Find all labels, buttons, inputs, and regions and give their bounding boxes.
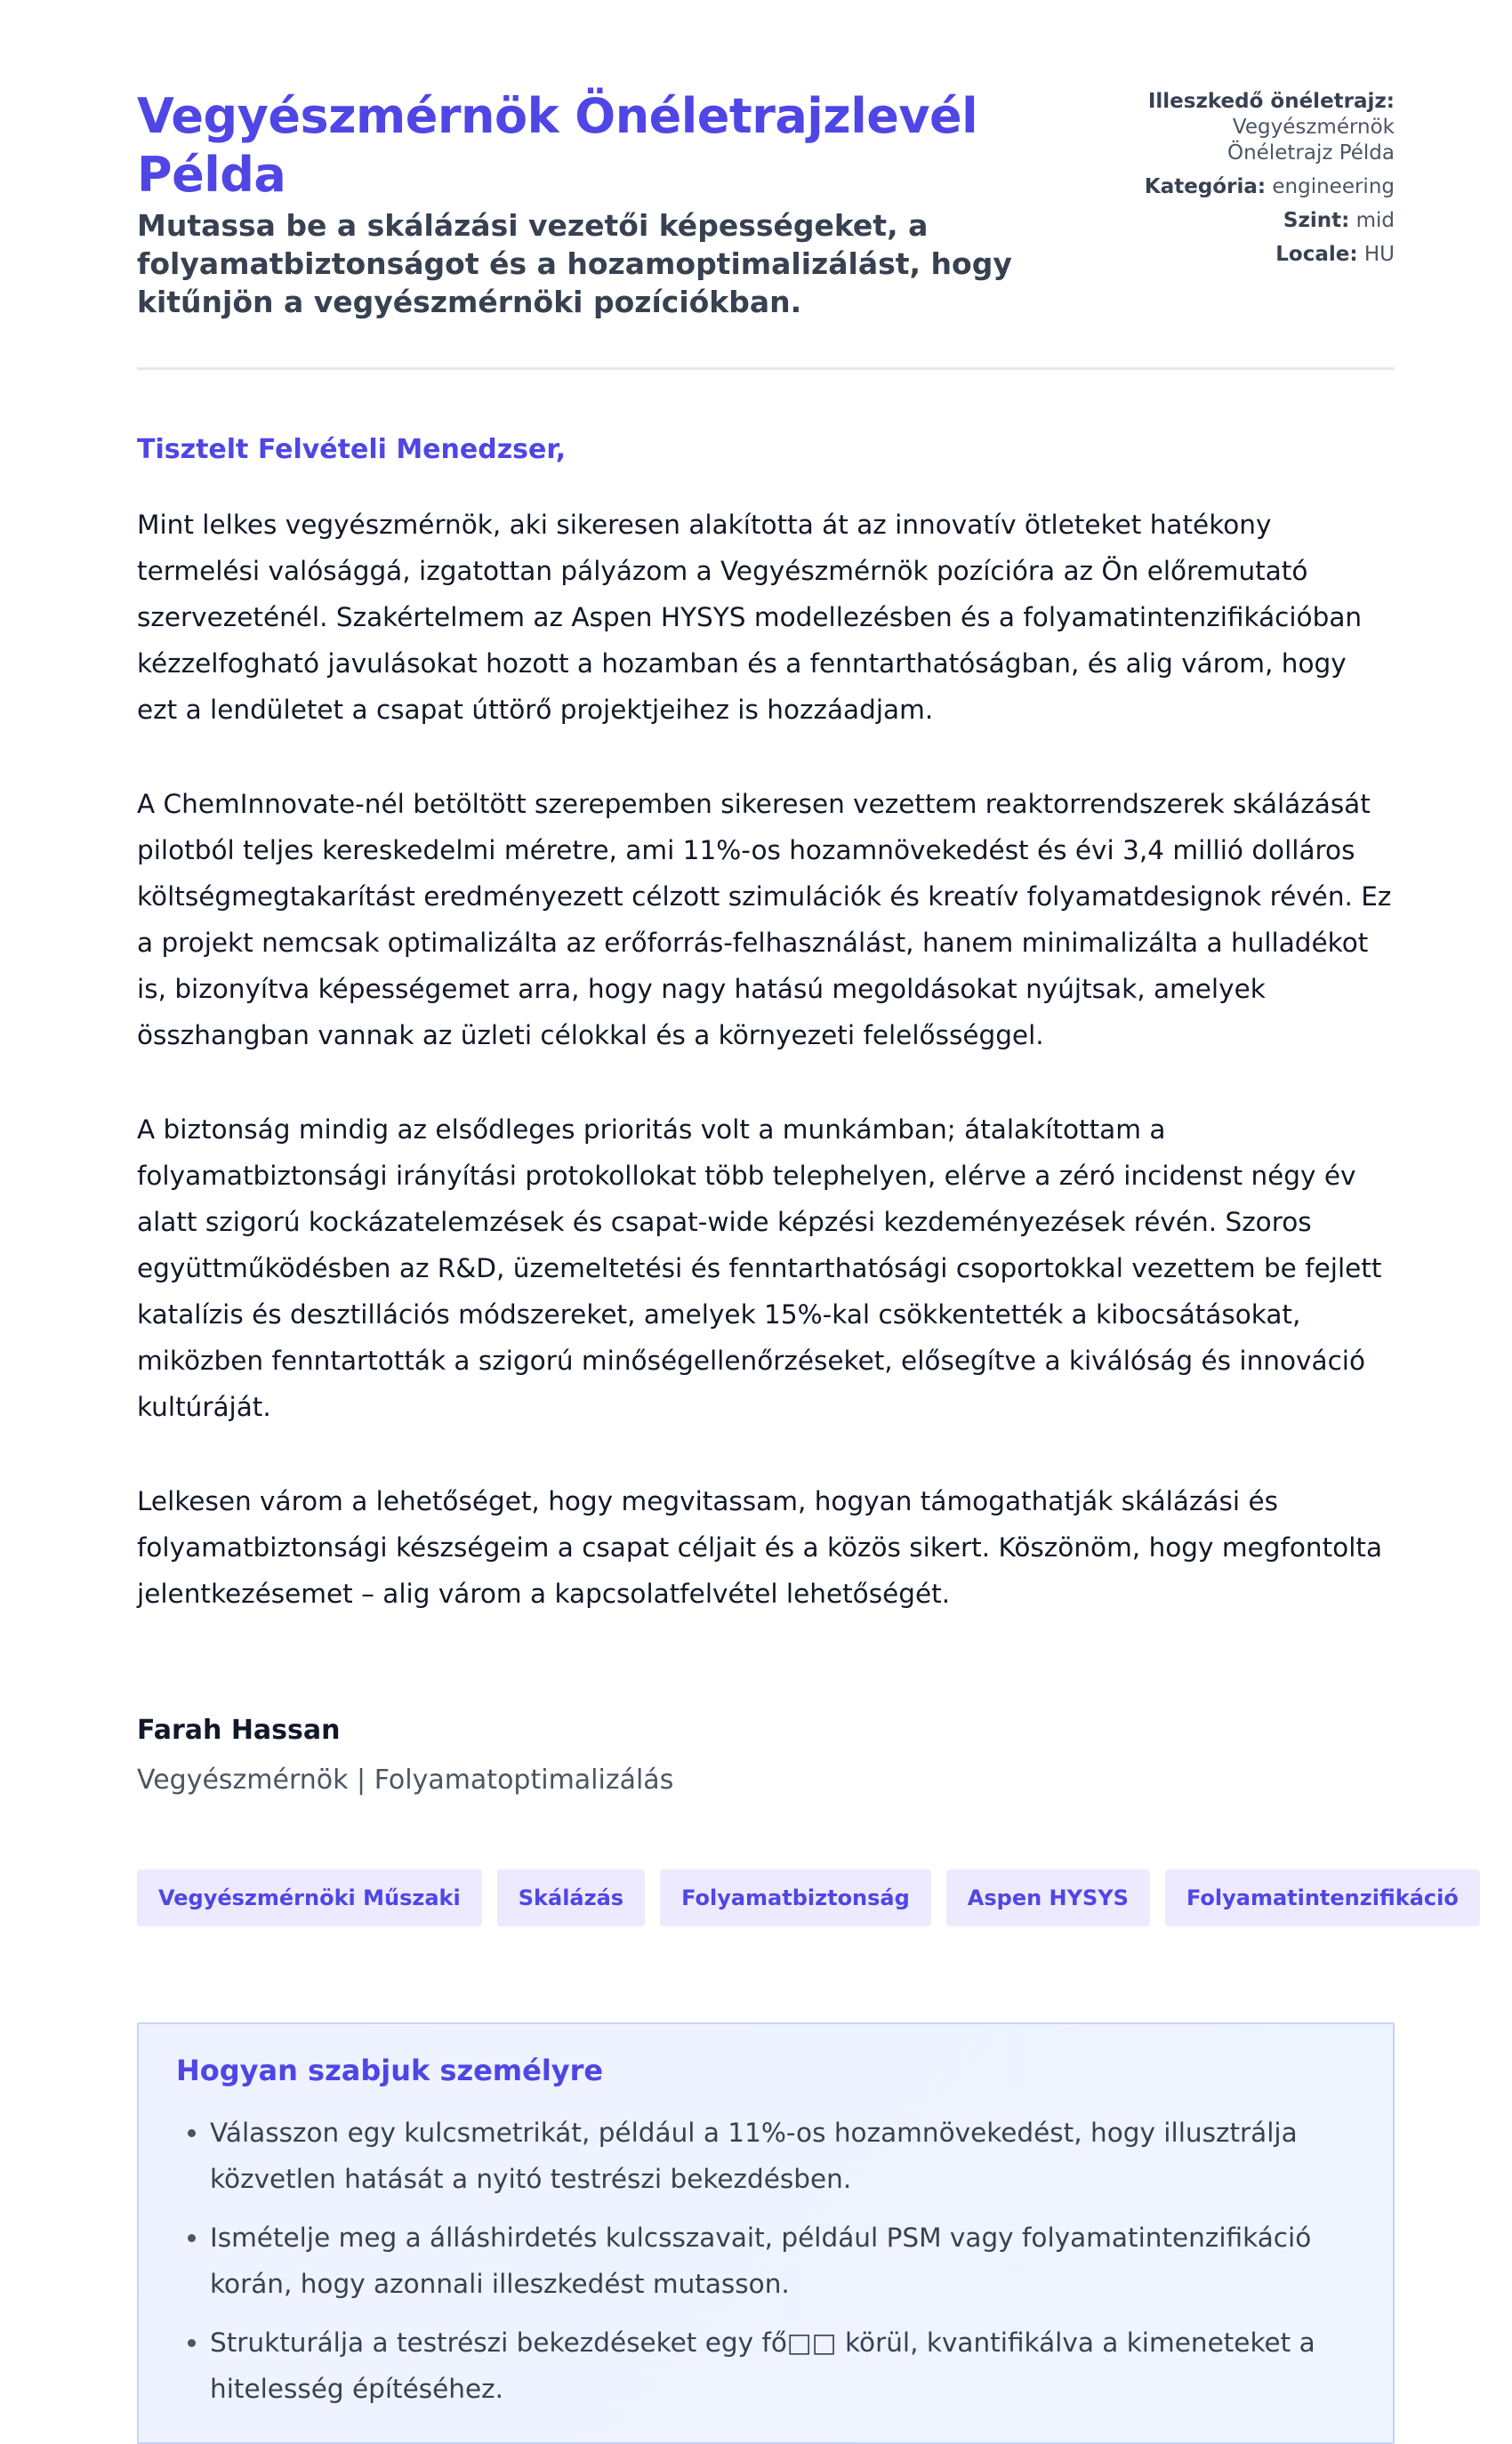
cover-letter-page <box>137 87 1459 2444</box>
meta-locale <box>1128 242 1395 268</box>
tag-chemical-engineering[interactable]: Vegyészmérnöki Műszaki <box>137 1869 482 1926</box>
page-title: Vegyészmérnök Önéletrajzlevél Példa <box>137 88 978 203</box>
tag-scaling[interactable]: Skálázás <box>497 1869 645 1926</box>
tag-list <box>137 1869 1459 1926</box>
tag-aspen-hysys[interactable]: Aspen HYSYS <box>946 1869 1150 1926</box>
meta-resume <box>1128 89 1395 166</box>
meta-level-label: Szint: <box>1283 209 1350 232</box>
meta-category-value: engineering <box>1272 175 1395 198</box>
letter-paragraph-1: Mint lelkes vegyészmérnök, aki sikeresen alakította át az innovatív ötleteket hatékony termelési valósággá, izgatottan pályázom a Vegyészmérnök pozícióra az Ön előremutató szervezeténél. Szakértelmem az Aspen HYSYS modellezésben és a folyamatintenzifikációban kézzelfogható javulásokat hozott a hozamban és a fenntarthatóságban, és alig várom, hogy ezt a lendületet a csapat úttörő projektjeihez is hozzáadjam. <box>137 510 1363 725</box>
meta-locale-value: HU <box>1363 243 1395 266</box>
meta-category-label: Kategória: <box>1144 175 1267 198</box>
meta-locale-label: Locale: <box>1275 243 1358 266</box>
letter-greeting: Tisztelt Felvételi Menedzser, <box>137 434 567 465</box>
letter-body <box>137 432 1395 1617</box>
tips-list <box>176 2110 1355 2412</box>
customization-tips-box <box>137 2022 1395 2444</box>
letter-paragraph-3: A biztonság mindig az elsődleges prioritás volt a munkámban; átalakítottam a folyamatbiztonsági irányítási protokollokat több telephelyen, elérve a zéró incidenst négy év alatt szigorú kockázatelemzések és csapat-wide képzési kezdeményezések révén. Szoros együttműködésben az R&D, üzemeltetési és fenntarthatósági csoportokkal vezettem be fejlett katalízis és desztillációs módszereket, amelyek 15%-kal csökkentették a kibocsátásokat, miközben fenntartották a szigorú minőségellenőrzéseket, elősegítve a kiválóság és innováció kultúráját. <box>137 1114 1382 1422</box>
signature-name: Farah Hassan <box>137 1715 341 1746</box>
tips-item-2: • Ismételje meg a álláshirdetés kulcsszavait, például PSM vagy folyamatintenzifikáció korán, hogy azonnali illeszkedést mutasson. <box>210 2215 1355 2307</box>
letter-paragraph-4: Lelkesen várom a lehetőséget, hogy megvitassam, hogyan támogathatják skálázási és folyamatbiztonsági készségeim a csapat céljait és a közös sikert. Köszönöm, hogy megfontolta jelentkezésemet – alig várom a kapcsolatfelvétel lehetőségét. <box>137 1486 1383 1609</box>
meta-level-value: mid <box>1355 209 1395 232</box>
meta-category <box>1128 174 1395 200</box>
letter-paragraph-2: A ChemInnovate-nél betöltött szerepemben sikeresen vezettem reaktorrendszerek skálázását pilotból teljes kereskedelmi méretre, ami 11%-os hozamnövekedést és évi 3,4 millió dolláros költségmegtakarítást eredményezett célzott szimulációk és kreatív folyamatdesignok révén. Ez a projekt nemcsak optimalizálta az erőforrás-felhasználást, hanem minimalizálta a hulladékot is, bizonyítva képességemet arra, hogy nagy hatású megoldásokat nyújtsak, amelyek összhangban vannak az üzleti célokkal és a környezeti felelősséggel. <box>137 789 1392 1050</box>
meta-resume-label: Illeszkedő önéletrajz: <box>1147 90 1395 113</box>
meta-resume-value[interactable]: Vegyészmérnök Önéletrajz Példa <box>1227 116 1395 165</box>
tips-item-3: • Strukturálja a testrészi bekezdéseket egy fő□□ körül, kvantifikálva a kimeneteket a hitelesség építéséhez. <box>210 2319 1355 2412</box>
tag-process-intensification[interactable]: Folyamatintenzifikáció <box>1165 1869 1480 1926</box>
signature-block <box>137 1713 1395 1798</box>
page-header <box>137 87 1395 370</box>
page-subtitle: Mutassa be a skálázási vezetői képességeket, a folyamatbiztonságot és a hozamoptimalizálást, hogy kitűnjön a vegyészmérnöki pozíciókban. <box>137 208 1012 319</box>
tag-process-safety[interactable]: Folyamatbiztonság <box>660 1869 931 1926</box>
tips-title: Hogyan szabjuk személyre <box>176 2054 604 2087</box>
meta-level <box>1128 208 1395 234</box>
header-titles <box>137 87 1106 321</box>
tips-item-1: • Válasszon egy kulcsmetrikát, például a 11%-os hozamnövekedést, hogy illusztrálja közvetlen hatását a nyitó testrészi bekezdésben. <box>210 2110 1355 2202</box>
signature-title: Vegyészmérnök | Folyamatoptimalizálás <box>137 1765 674 1796</box>
meta-panel <box>1128 87 1395 276</box>
